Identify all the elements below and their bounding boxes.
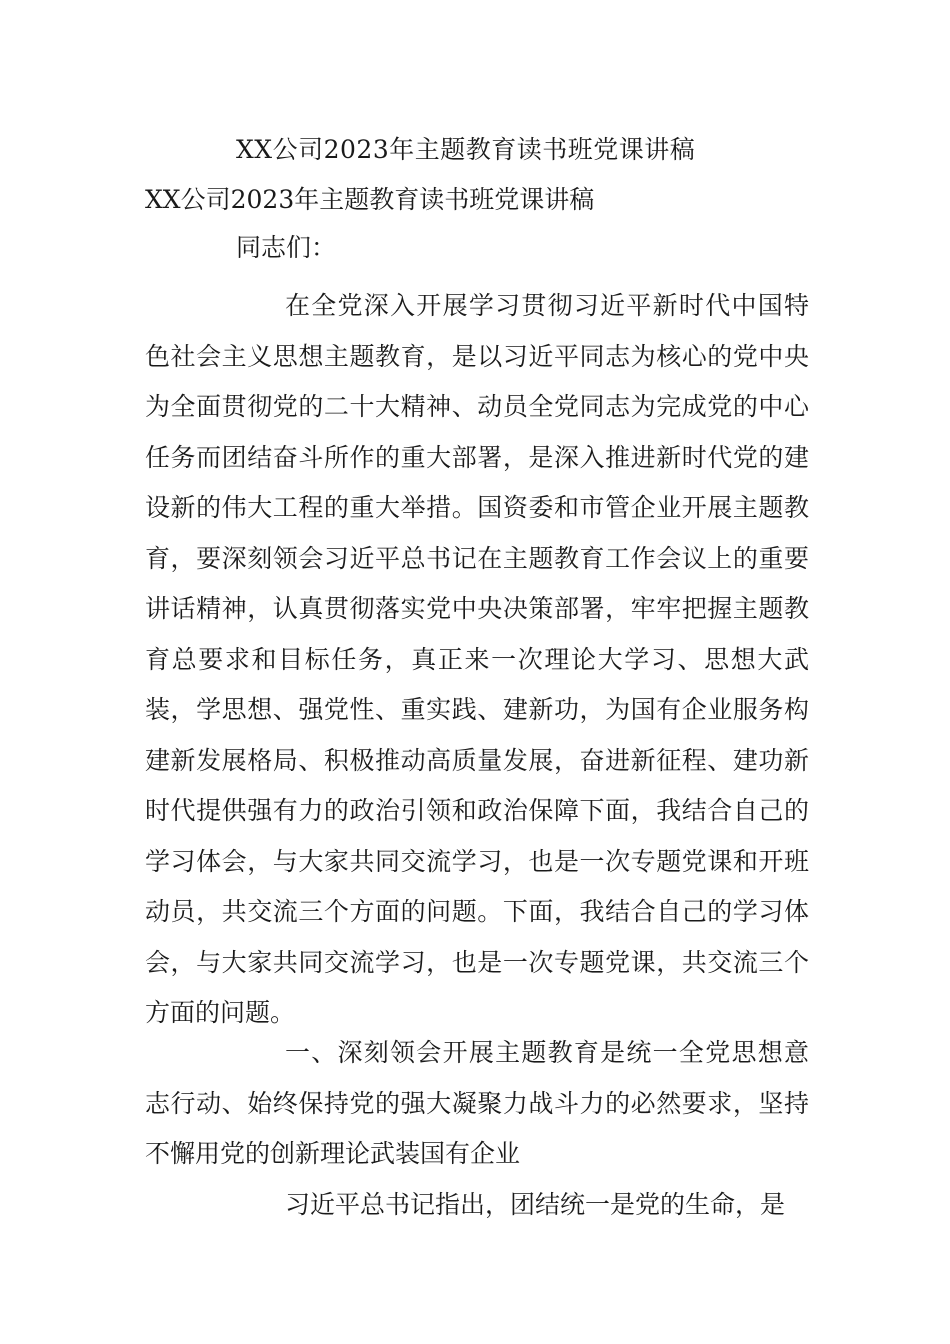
document-subtitle: XX公司2023年主题教育读书班党课讲稿 bbox=[145, 185, 595, 214]
document-title: XX公司2023年主题教育读书班党课讲稿 bbox=[236, 135, 696, 164]
section-heading: 一、深刻领会开展主题教育是统一全党思想意志行动、始终保持党的强大凝聚力战斗力的必然要求，坚持不懈用党的创新理论武装国有企业 bbox=[145, 1038, 809, 1168]
greeting: 同志们： bbox=[236, 233, 337, 262]
body-paragraph: 在全党深入开展学习贯彻习近平新时代中国特色社会主义思想主题教育，是以习近平同志为核心的党中央为全面贯彻党的二十大精神、动员全党同志为完成党的中心任务而团结奋斗所作的重大部署，是深入推进新时代党的建设新的伟大工程的重大举措。国资委和市管企业开展主题教育，要深刻领会习近平总书记在主题教育工作会议上的重要讲话精神，认真贯彻落实党中央决策部署，牢牢把握主题教育总要求和目标任务，真正来一次理论大学习、思想大武装，学思想、强党性、重实践、建新功，为国有企业服务构建新发展格局、积极推动高质量发展，奋进新征程、建功新时代提供强有力的政治引领和政治保障下面，我结合自己的学习体会，与大家共同交流学习，也是一次专题党课和开班动员，共交流三个方面的问题。下面，我结合自己的学习体会，与大家共同交流学习，也是一次专题党课，共交流三个方面的问题。 bbox=[145, 291, 809, 1027]
section-paragraph: 习近平总书记指出，团结统一是党的生命，是 bbox=[285, 1190, 786, 1219]
